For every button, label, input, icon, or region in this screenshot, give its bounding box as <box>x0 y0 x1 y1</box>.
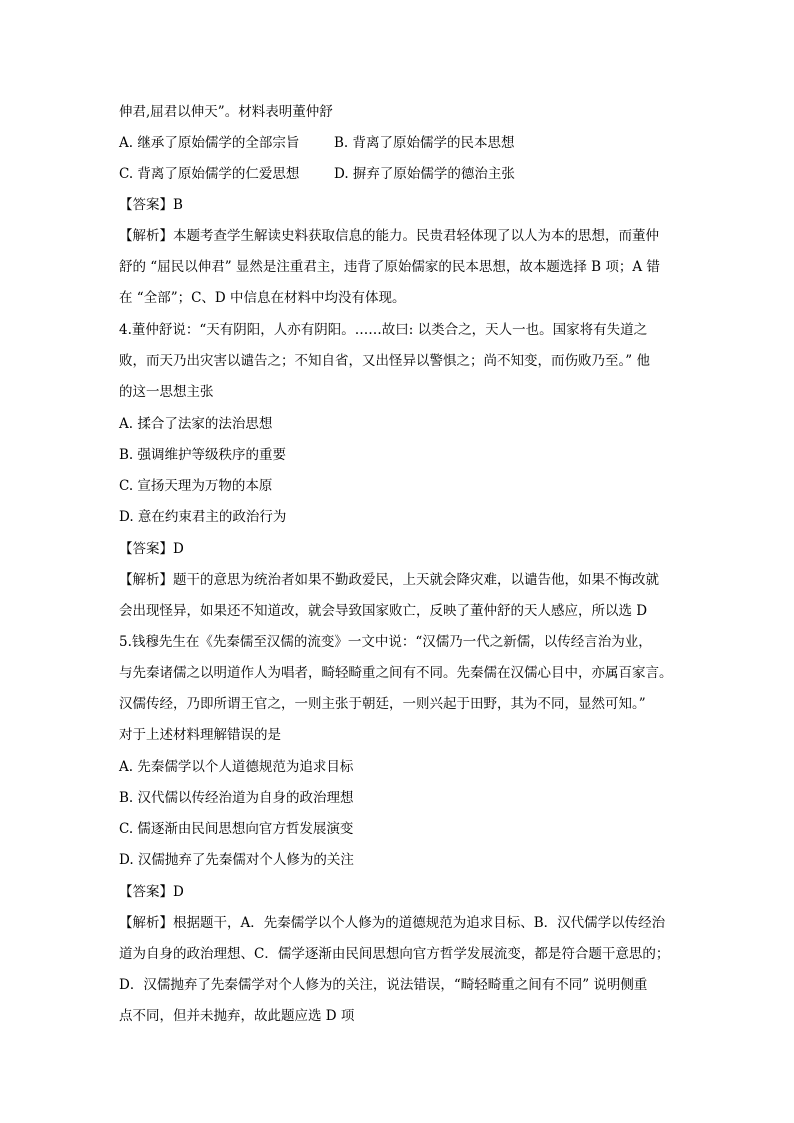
q4-answer: 【答案】D <box>119 541 184 557</box>
q5-option-c: C. 儒逐渐由民间思想向官方哲发展演变 <box>119 821 354 837</box>
q3-analysis-line: 在 “全部”；C、D 中信息在材料中均没有体现。 <box>119 290 406 306</box>
q4-option-d: D. 意在约束君主的政治行为 <box>119 509 287 525</box>
q5-answer: 【答案】D <box>119 884 184 900</box>
q4-analysis-line: 【解析】题干的意思为统治者如果不勤政爱民，上天就会降灾难，以谴告他，如果不悔改就 <box>119 572 659 588</box>
q3-option-a: A. 继承了原始儒学的全部宗旨 <box>119 135 300 151</box>
q5-stem-line: 5.钱穆先生在《先秦儒至汉儒的流变》一文中说：“汉儒乃一代之新儒，以传经言治为业， <box>119 634 652 650</box>
q3-analysis-line: 【解析】本题考查学生解读史料获取信息的能力。民贵君轻体现了以人为本的思想，而董仲 <box>119 228 659 244</box>
q5-stem-line: 汉儒传经，乃即所谓王官之，一则主张于朝廷，一则兴起于田野，其为不同，显然可知。” <box>119 696 646 712</box>
q5-option-d: D. 汉儒抛弃了先秦儒对个人修为的关注 <box>119 852 354 868</box>
q4-option-a: A. 揉合了法家的法治思想 <box>119 416 273 432</box>
q3-answer: 【答案】B <box>119 197 183 213</box>
q4-analysis-line: 会出现怪异，如果还不知道改，就会导致国家败亡，反映了董仲舒的天人感应，所以选 D <box>119 603 648 619</box>
q4-option-b: B. 强调维护等级秩序的重要 <box>119 447 287 463</box>
q5-option-a: A. 先秦儒学以个人道德规范为追求目标 <box>119 759 354 775</box>
q3-option-d: D. 摒弃了原始儒学的德治主张 <box>334 166 515 182</box>
q5-analysis-line: 点不同，但并未抛弃，故此题应选 D 项 <box>119 1008 355 1024</box>
q5-analysis-line: 【解析】根据题干，A．先秦儒学以个人修为的道德规范为追求目标、B．汉代儒学以传经治 <box>119 915 666 931</box>
q4-stem-line: 的这一思想主张 <box>119 384 214 400</box>
q4-stem-line: 4.董仲舒说：“天有阴阳，人亦有阴阳。……故曰: 以类合之，天人一也。国家将有失道之 <box>119 322 648 338</box>
q3-analysis-line: 舒的 “屈民以伸君” 显然是注重君主，违背了原始儒家的民本思想，故本题选择 B 项；A 错 <box>119 259 660 275</box>
q5-analysis-line: 道为自身的政治理想、C．儒学逐渐由民间思想向官方哲学发展流变，都是符合题干意思的； <box>119 946 670 962</box>
q4-option-c: C. 宣扬天理为万物的本原 <box>119 478 273 494</box>
q5-analysis-line: D．汉儒抛弃了先秦儒学对个人修为的关注，说法错误，“畸轻畸重之间有不同” 说明侧重 <box>119 977 648 993</box>
q5-stem-line: 对于上述材料理解错误的是 <box>119 727 281 743</box>
q3-option-c: C. 背离了原始儒学的仁爱思想 <box>119 166 300 182</box>
q5-option-b: B. 汉代儒以传经治道为自身的政治理想 <box>119 790 354 806</box>
q4-stem-line: 败，而天乃出灾害以谴告之；不知自省，又出怪异以警惧之；尚不知变，而伤败乃至。” 他 <box>119 353 650 369</box>
q3-stem-tail: 伸君,屈君以伸天”。材料表明董仲舒 <box>119 104 333 120</box>
q5-stem-line: 与先秦诸儒之以明道作人为唱者，畸轻畸重之间有不同。先秦儒在汉儒心目中，亦属百家言。 <box>119 665 673 681</box>
q3-option-b: B. 背离了原始儒学的民本思想 <box>334 135 515 151</box>
